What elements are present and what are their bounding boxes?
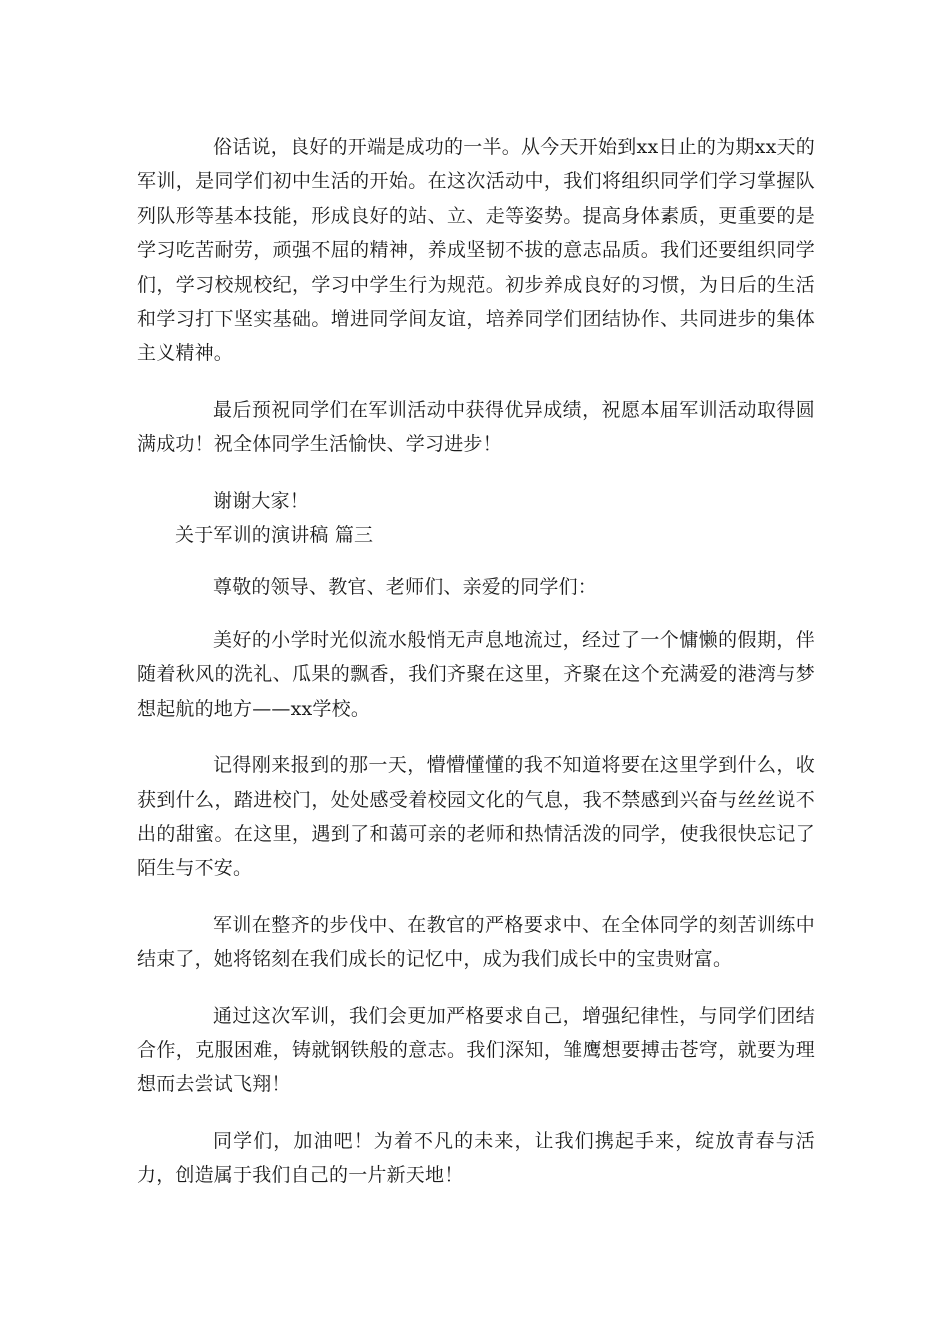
document-page bbox=[137, 130, 815, 1193]
paragraph-closing: 同学们，加油吧！为着不凡的未来，让我们携起手来，绽放青春与活力，创造属于我们自己的一片新天地！ bbox=[137, 1129, 815, 1187]
section-heading: 关于军训的演讲稿 篇三 bbox=[175, 524, 374, 547]
paragraph-wishes: 最后预祝同学们在军训活动中获得优异成绩，祝愿本届军训活动取得圆满成功！祝全体同学生活愉快、学习进步！ bbox=[137, 398, 815, 456]
paragraph-memories: 美好的小学时光似流水般悄无声息地流过，经过了一个慵懒的假期，伴随着秋风的洗礼、瓜果的飘香，我们齐聚在这里，齐聚在这个充满爱的港湾与梦想起航的地方——xx学校。 bbox=[137, 628, 815, 720]
paragraph-opening: 俗话说，良好的开端是成功的一半。从今天开始到xx日止的为期xx天的军训，是同学们初中生活的开始。在这次活动中，我们将组织同学们学习掌握队列队形等基本技能，形成良好的站、立、走等姿势。提高身体素质，更重要的是学习吃苦耐劳，顽强不屈的精神，养成坚韧不拔的意志品质。我们还要组织同学们，学习校规校纪，学习中学生行为规范。初步养成良好的习惯，为日后的生活和学习打下坚实基础。增进同学间友谊，培养同学们团结协作、共同进步的集体主义精神。 bbox=[137, 136, 815, 365]
paragraph-salutation: 尊敬的领导、教官、老师们、亲爱的同学们： bbox=[213, 576, 598, 599]
paragraph-first-day: 记得刚来报到的那一天，懵懵懂懂的我不知道将要在这里学到什么，收获到什么，踏进校门，处处感受着校园文化的气息，我不禁感到兴奋与丝丝说不出的甜蜜。在这里，遇到了和蔼可亲的老师和热情活泼的同学，使我很快忘记了陌生与不安。 bbox=[137, 754, 815, 880]
paragraph-training-end: 军训在整齐的步伐中、在教官的严格要求中、在全体同学的刻苦训练中结束了，她将铭刻在我们成长的记忆中，成为我们成长中的宝贵财富。 bbox=[137, 913, 815, 971]
paragraph-thanks: 谢谢大家！ bbox=[213, 489, 310, 512]
paragraph-resolve: 通过这次军训，我们会更加严格要求自己，增强纪律性，与同学们团结合作，克服困难，铸就钢铁般的意志。我们深知，雏鹰想要搏击苍穹，就要为理想而去尝试飞翔！ bbox=[137, 1004, 815, 1096]
